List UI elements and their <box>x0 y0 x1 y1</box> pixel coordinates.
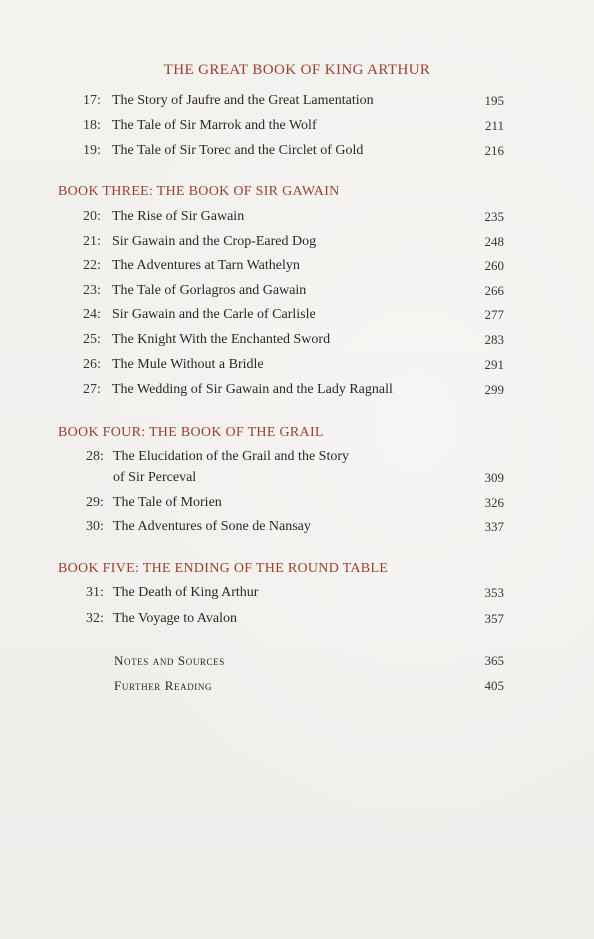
toc-entry <box>0 493 594 513</box>
page-number: 266 <box>484 283 504 298</box>
section-heading-book-four: BOOK FOUR: THE BOOK OF THE GRAIL <box>58 425 324 440</box>
toc-entry <box>0 517 594 537</box>
page-number: 195 <box>484 93 504 108</box>
back-matter-entry <box>0 651 594 671</box>
toc-entry <box>0 207 594 227</box>
chapter-number: 25: <box>83 332 101 347</box>
chapter-title-continuation: of Sir Perceval <box>113 470 197 485</box>
chapter-number: 20: <box>83 209 101 224</box>
chapter-title: The Adventures of Sone de Nansay <box>113 519 311 534</box>
toc-entry <box>0 355 594 375</box>
page-number: 291 <box>484 357 504 372</box>
page-number: 405 <box>484 678 504 693</box>
page-number: 353 <box>484 585 504 600</box>
toc-entry <box>0 281 594 301</box>
page-number: 326 <box>484 495 504 510</box>
chapter-number: 26: <box>83 357 101 372</box>
chapter-title: The Mule Without a Bridle <box>112 357 264 372</box>
chapter-title: The Rise of Sir Gawain <box>112 209 245 224</box>
chapter-number: 21: <box>83 234 101 249</box>
chapter-title: The Adventures at Tarn Wathelyn <box>112 258 300 273</box>
toc-entry-continuation <box>0 468 594 488</box>
page-number: 365 <box>484 653 504 668</box>
toc-entry <box>0 380 594 400</box>
chapter-number: 31: <box>86 585 104 600</box>
toc-entry <box>0 583 594 603</box>
chapter-number: 19: <box>83 143 101 158</box>
chapter-number: 30: <box>86 519 104 534</box>
page-number: 309 <box>484 470 504 485</box>
chapter-title: The Elucidation of the Grail and the Story <box>113 449 349 464</box>
chapter-title: The Tale of Sir Torec and the Circlet of Gold <box>112 143 364 158</box>
toc-entry <box>0 447 594 467</box>
page-number: 260 <box>484 258 504 273</box>
toc-entry <box>0 609 594 629</box>
section-heading-book-five: BOOK FIVE: THE ENDING OF THE ROUND TABLE <box>58 561 389 576</box>
chapter-title: The Tale of Morien <box>113 495 222 510</box>
chapter-title: The Voyage to Avalon <box>113 611 238 626</box>
chapter-title: The Knight With the Enchanted Sword <box>112 332 331 347</box>
page-number: 357 <box>484 611 504 626</box>
toc-entry <box>0 141 594 161</box>
toc-entry <box>0 305 594 325</box>
section-heading-book-three: BOOK THREE: THE BOOK OF SIR GAWAIN <box>58 184 340 199</box>
chapter-number: 17: <box>83 93 101 108</box>
chapter-number: 28: <box>86 449 104 464</box>
back-matter-title: Notes and Sources <box>114 653 225 668</box>
chapter-title: Sir Gawain and the Crop-Eared Dog <box>112 234 317 249</box>
page-number: 216 <box>484 143 504 158</box>
chapter-number: 18: <box>83 118 101 133</box>
page-number: 283 <box>484 332 504 347</box>
chapter-number: 27: <box>83 382 101 397</box>
toc-entry <box>0 256 594 276</box>
page-number: 211 <box>484 118 504 133</box>
back-matter-entry <box>0 676 594 696</box>
back-matter-title: Further Reading <box>114 678 213 693</box>
toc-entry <box>0 116 594 136</box>
chapter-title: The Death of King Arthur <box>113 585 259 600</box>
toc-entry <box>0 330 594 350</box>
chapter-title: The Story of Jaufre and the Great Lamentation <box>112 93 374 108</box>
running-head: THE GREAT BOOK OF KING ARTHUR <box>163 62 431 78</box>
chapter-title: The Wedding of Sir Gawain and the Lady Ragnall <box>112 382 393 397</box>
chapter-number: 29: <box>86 495 104 510</box>
chapter-number: 23: <box>83 283 101 298</box>
toc-entry <box>0 232 594 252</box>
chapter-title: The Tale of Gorlagros and Gawain <box>112 283 307 298</box>
page-number: 337 <box>484 519 504 534</box>
chapter-number: 32: <box>86 611 104 626</box>
chapter-title: Sir Gawain and the Carle of Carlisle <box>112 307 316 322</box>
chapter-number: 24: <box>83 307 101 322</box>
page-number: 248 <box>484 234 504 249</box>
toc-entry <box>0 91 594 111</box>
page-number: 299 <box>484 382 504 397</box>
page-number: 235 <box>484 209 504 224</box>
chapter-number: 22: <box>83 258 101 273</box>
chapter-title: The Tale of Sir Marrok and the Wolf <box>112 118 317 133</box>
page-number: 277 <box>484 307 504 322</box>
